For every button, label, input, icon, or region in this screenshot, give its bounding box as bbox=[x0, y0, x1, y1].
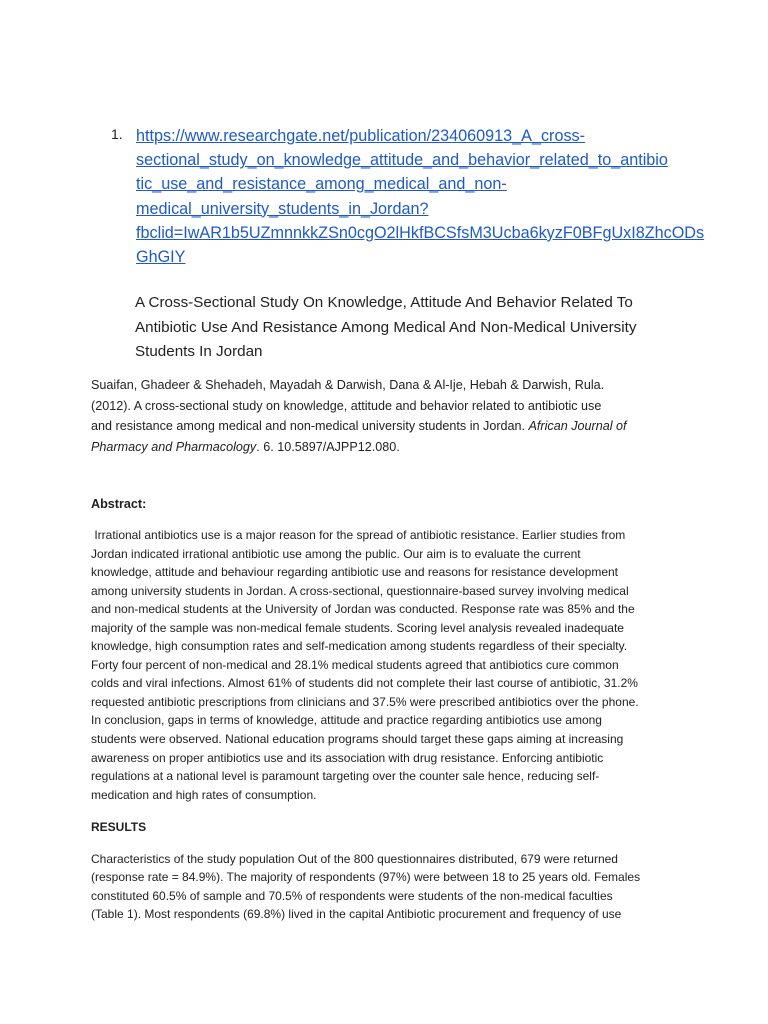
abstract-heading: Abstract: bbox=[91, 497, 147, 511]
results-line: Characteristics of the study population Out of the 800 questionnaires distributed, 679 were returned bbox=[91, 852, 618, 866]
results-body bbox=[91, 850, 691, 923]
citation-text: . 6. 10.5897/AJPP12.080. bbox=[256, 439, 400, 454]
link-line[interactable]: tic_use_and_resistance_among_medical_and_non- bbox=[136, 175, 507, 194]
abstract-line: knowledge, attitude and behaviour regarding antibiotic use and reasons for resistance development bbox=[91, 565, 619, 580]
list-number: 1. bbox=[111, 126, 123, 142]
results-line: constituted 60.5% of sample and 70.5% of respondents were students of the non-medical faculties bbox=[91, 888, 613, 903]
citation-line: Suaifan, Ghadeer & Shehadeh, Mayadah & Darwish, Dana & Al-Ije, Hebah & Darwish, Rula. bbox=[91, 378, 605, 392]
abstract-line: requested antibiotic prescriptions from clinicians and 37.5% were prescribed antibiotics over the phone. bbox=[91, 694, 639, 709]
article-title bbox=[135, 291, 695, 365]
link-line[interactable]: medical_university_students_in_Jordan? bbox=[136, 199, 429, 218]
reference-link[interactable] bbox=[136, 124, 706, 269]
abstract-line: majority of the sample was non-medical female students. Scoring level analysis revealed inadequate bbox=[91, 620, 624, 635]
results-line: (Table 1). Most respondents (69.8%) lived in the capital Antibiotic procurement and frequency of use bbox=[91, 906, 622, 921]
results-heading: RESULTS bbox=[91, 820, 147, 834]
citation-text: and resistance among medical and non-medical university students in Jordan. bbox=[91, 419, 529, 433]
title-line: Antibiotic Use And Resistance Among Medical And Non-Medical University bbox=[135, 318, 637, 336]
abstract-line: In conclusion, gaps in terms of knowledge, attitude and practice regarding antibiotics use among bbox=[91, 713, 602, 728]
link-line[interactable]: sectional_study_on_knowledge_attitude_and_behavior_related_to_antibio bbox=[136, 151, 668, 170]
citation-line bbox=[91, 416, 691, 437]
abstract-line: Jordan indicated irrational antibiotic use among the public. Our aim is to evaluate the current bbox=[91, 546, 581, 561]
link-line[interactable]: https://www.researchgate.net/publication/234060913_A_cross- bbox=[136, 127, 586, 145]
citation bbox=[91, 375, 691, 457]
abstract-line: Forty four percent of non-medical and 28.1% medical students agreed that antibiotics cure common bbox=[91, 657, 619, 672]
journal-name: Pharmacy and Pharmacology bbox=[91, 439, 257, 454]
citation-line: (2012). A cross-sectional study on knowledge, attitude and behavior related to antibiotic use bbox=[91, 398, 602, 413]
link-line[interactable]: GhGIY bbox=[136, 248, 186, 267]
abstract-line: knowledge, high consumption rates and self-medication among students regardless of their specialty. bbox=[91, 639, 628, 654]
abstract-line: medication and high rates of consumption. bbox=[91, 787, 317, 802]
abstract-body bbox=[91, 526, 691, 804]
title-line: Students In Jordan bbox=[135, 343, 263, 360]
abstract-line: among university students in Jordan. A cross-sectional, questionnaire-based survey involving medical bbox=[91, 583, 629, 598]
abstract-line: colds and viral infections. Almost 61% of students did not complete their last course of antibiotic, 31.2% bbox=[91, 676, 638, 691]
journal-name: African Journal of bbox=[528, 419, 627, 433]
abstract-line: awareness on proper antibiotics use and its association with drug resistance. Enforcing antibiotic bbox=[91, 750, 604, 765]
citation-line bbox=[91, 437, 691, 458]
abstract-line: and non-medical students at the University of Jordan was conducted. Response rate was 85% and the bbox=[91, 602, 635, 617]
title-line: A Cross-Sectional Study On Knowledge, Attitude And Behavior Related To bbox=[135, 294, 633, 311]
abstract-line: Irrational antibiotics use is a major reason for the spread of antibiotic resistance. Earlier studies from bbox=[91, 528, 626, 542]
results-line: (response rate = 84.9%). The majority of respondents (97%) were between 18 to 25 years old. Females bbox=[91, 870, 641, 885]
abstract-line: students were observed. National education programs should target these gaps aiming at increasing bbox=[91, 732, 624, 747]
abstract-line: regulations at a national level is paramount targeting over the counter sale hence, reducing self- bbox=[91, 769, 600, 784]
link-line[interactable]: fbclid=IwAR1b5UZmnnkkZSn0cgO2lHkfBCSfsM3Ucba6kyzF0BFgUxI8ZhcODs bbox=[136, 223, 705, 242]
